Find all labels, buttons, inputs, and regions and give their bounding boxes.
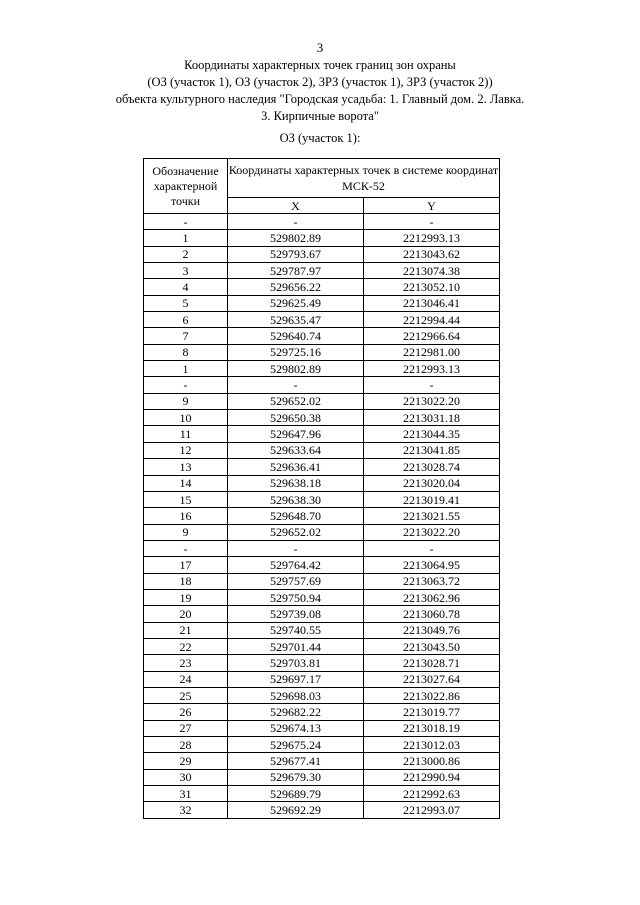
cell-x: 529675.24: [228, 737, 364, 753]
cell-x: 529764.42: [228, 557, 364, 573]
table-row: [144, 786, 500, 802]
cell-y: 2213022.20: [364, 524, 500, 540]
cell-y: 2213028.71: [364, 655, 500, 671]
cell-y: 2213020.04: [364, 475, 500, 491]
table-row: [144, 671, 500, 687]
cell-x: 529698.03: [228, 687, 364, 703]
table-row: [144, 589, 500, 605]
cell-point: 26: [144, 704, 228, 720]
cell-x: 529677.41: [228, 753, 364, 769]
cell-point: 24: [144, 671, 228, 687]
cell-x: 529636.41: [228, 459, 364, 475]
cell-y: 2212994.44: [364, 312, 500, 328]
cell-x: 529701.44: [228, 638, 364, 654]
cell-point: 9: [144, 393, 228, 409]
cell-y: 2213027.64: [364, 671, 500, 687]
cell-x: 529793.67: [228, 246, 364, 262]
table-row: [144, 426, 500, 442]
cell-point: 23: [144, 655, 228, 671]
cell-point: 3: [144, 263, 228, 279]
table-row: [144, 491, 500, 507]
cell-y: -: [364, 214, 500, 230]
title-line: (ОЗ (участок 1), ОЗ (участок 2), ЗРЗ (участок 1), ЗРЗ (участок 2)): [147, 75, 493, 89]
cell-x: 529703.81: [228, 655, 364, 671]
table-row: [144, 312, 500, 328]
table-row: [144, 377, 500, 393]
cell-point: 22: [144, 638, 228, 654]
cell-y: 2212993.07: [364, 802, 500, 818]
cell-x: 529802.89: [228, 230, 364, 246]
header-x: X: [228, 198, 364, 214]
table-row: [144, 687, 500, 703]
cell-y: 2212993.13: [364, 230, 500, 246]
cell-x: 529682.22: [228, 704, 364, 720]
cell-x: 529679.30: [228, 769, 364, 785]
cell-point: 4: [144, 279, 228, 295]
table-row: [144, 279, 500, 295]
table-row: [144, 557, 500, 573]
cell-y: 2213046.41: [364, 295, 500, 311]
cell-y: 2213043.50: [364, 638, 500, 654]
table-row: [144, 442, 500, 458]
cell-point: 32: [144, 802, 228, 818]
cell-y: 2212966.64: [364, 328, 500, 344]
cell-y: 2213012.03: [364, 737, 500, 753]
header-coordinates: Координаты характерных точек в системе координат МСК-52: [228, 159, 500, 198]
cell-y: 2213021.55: [364, 508, 500, 524]
table-row: [144, 246, 500, 262]
cell-x: 529625.49: [228, 295, 364, 311]
header-y: Y: [364, 198, 500, 214]
cell-point: 5: [144, 295, 228, 311]
page-number: 3: [316, 40, 324, 55]
cell-point: 17: [144, 557, 228, 573]
title-line: Координаты характерных точек границ зон охраны: [184, 58, 456, 72]
cell-x: 529647.96: [228, 426, 364, 442]
cell-point: -: [144, 377, 228, 393]
table-row: [144, 769, 500, 785]
table-row: [144, 295, 500, 311]
cell-y: 2213064.95: [364, 557, 500, 573]
cell-x: 529739.08: [228, 606, 364, 622]
cell-y: 2213041.85: [364, 442, 500, 458]
table-row: [144, 720, 500, 736]
cell-x: 529640.74: [228, 328, 364, 344]
cell-point: 29: [144, 753, 228, 769]
table-row: [144, 753, 500, 769]
cell-point: 20: [144, 606, 228, 622]
cell-point: 9: [144, 524, 228, 540]
cell-y: 2213022.20: [364, 393, 500, 409]
cell-point: 6: [144, 312, 228, 328]
table-row: [144, 524, 500, 540]
cell-x: 529638.18: [228, 475, 364, 491]
table-row: [144, 737, 500, 753]
table-row: [144, 475, 500, 491]
cell-x: 529650.38: [228, 410, 364, 426]
table-row: [144, 704, 500, 720]
cell-x: 529633.64: [228, 442, 364, 458]
coordinates-table: [143, 158, 500, 819]
cell-y: -: [364, 377, 500, 393]
cell-point: 7: [144, 328, 228, 344]
cell-point: 2: [144, 246, 228, 262]
cell-x: 529757.69: [228, 573, 364, 589]
cell-y: 2213063.72: [364, 573, 500, 589]
cell-y: 2212981.00: [364, 344, 500, 360]
cell-point: 1: [144, 230, 228, 246]
cell-point: 8: [144, 344, 228, 360]
title-line: 3. Кирпичные ворота": [261, 109, 379, 123]
table-row: [144, 214, 500, 230]
cell-point: 11: [144, 426, 228, 442]
cell-y: 2213019.77: [364, 704, 500, 720]
table-row: [144, 508, 500, 524]
cell-y: 2213052.10: [364, 279, 500, 295]
table-row: [144, 328, 500, 344]
table-row: [144, 655, 500, 671]
cell-point: 14: [144, 475, 228, 491]
cell-y: 2213018.19: [364, 720, 500, 736]
cell-y: 2213031.18: [364, 410, 500, 426]
table-row: [144, 361, 500, 377]
cell-point: 18: [144, 573, 228, 589]
table-row: [144, 638, 500, 654]
table-row: [144, 540, 500, 556]
cell-y: 2213074.38: [364, 263, 500, 279]
cell-y: 2213043.62: [364, 246, 500, 262]
cell-y: 2213000.86: [364, 753, 500, 769]
table-row: [144, 606, 500, 622]
cell-point: 12: [144, 442, 228, 458]
cell-x: -: [228, 540, 364, 556]
cell-point: 28: [144, 737, 228, 753]
table-body: [144, 214, 500, 819]
cell-point: 13: [144, 459, 228, 475]
cell-y: 2213049.76: [364, 622, 500, 638]
cell-x: 529638.30: [228, 491, 364, 507]
cell-point: 31: [144, 786, 228, 802]
cell-x: 529692.29: [228, 802, 364, 818]
cell-x: 529725.16: [228, 344, 364, 360]
header-point-designation: Обозначение характерной точки: [144, 159, 228, 214]
cell-y: 2213019.41: [364, 491, 500, 507]
cell-x: 529635.47: [228, 312, 364, 328]
cell-point: 10: [144, 410, 228, 426]
table-row: [144, 263, 500, 279]
cell-point: 30: [144, 769, 228, 785]
cell-x: 529674.13: [228, 720, 364, 736]
cell-point: 21: [144, 622, 228, 638]
cell-x: 529787.97: [228, 263, 364, 279]
cell-y: 2213028.74: [364, 459, 500, 475]
cell-y: 2213044.35: [364, 426, 500, 442]
table-row: [144, 802, 500, 818]
cell-x: 529689.79: [228, 786, 364, 802]
cell-y: 2213062.96: [364, 589, 500, 605]
cell-y: 2212990.94: [364, 769, 500, 785]
cell-x: -: [228, 214, 364, 230]
table-row: [144, 344, 500, 360]
cell-y: -: [364, 540, 500, 556]
cell-y: 2213060.78: [364, 606, 500, 622]
cell-x: 529697.17: [228, 671, 364, 687]
cell-point: -: [144, 540, 228, 556]
cell-x: 529652.02: [228, 393, 364, 409]
cell-point: 16: [144, 508, 228, 524]
cell-x: 529750.94: [228, 589, 364, 605]
cell-point: 27: [144, 720, 228, 736]
table-row: [144, 459, 500, 475]
title-line: объекта культурного наследия "Городская усадьба: 1. Главный дом. 2. Лавка.: [115, 92, 525, 106]
cell-point: -: [144, 214, 228, 230]
document-title: [0, 57, 640, 125]
cell-y: 2212993.13: [364, 361, 500, 377]
table-row: [144, 410, 500, 426]
cell-x: -: [228, 377, 364, 393]
table-row: [144, 393, 500, 409]
cell-x: 529740.55: [228, 622, 364, 638]
cell-y: 2212992.63: [364, 786, 500, 802]
cell-y: 2213022.86: [364, 687, 500, 703]
table-row: [144, 622, 500, 638]
cell-x: 529648.70: [228, 508, 364, 524]
cell-x: 529802.89: [228, 361, 364, 377]
cell-point: 15: [144, 491, 228, 507]
table-row: [144, 230, 500, 246]
cell-point: 25: [144, 687, 228, 703]
section-title: ОЗ (участок 1):: [279, 131, 361, 145]
cell-point: 19: [144, 589, 228, 605]
cell-point: 1: [144, 361, 228, 377]
table-row: [144, 573, 500, 589]
cell-x: 529656.22: [228, 279, 364, 295]
cell-x: 529652.02: [228, 524, 364, 540]
